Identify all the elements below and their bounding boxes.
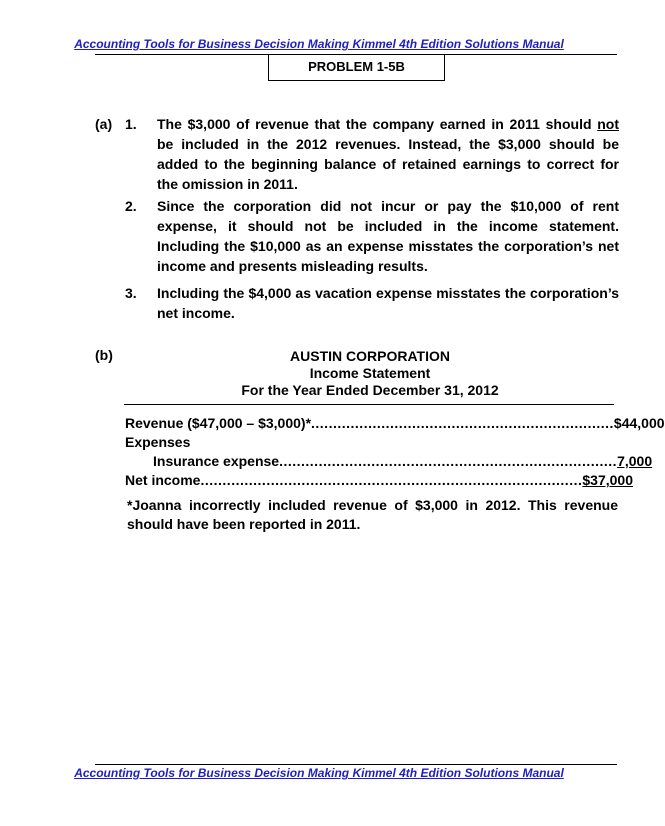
row-net-income: Net income ....................................................................................... $37,000 <box>125 472 633 488</box>
part-a-label: (a) <box>95 116 113 132</box>
item-2-text: Since the corporation did not incur or pay the $10,000 of rent expense, it should not be included in the income statement. Including the $10,000 as an expense misstates the corporation’s net income and presents misleading results. <box>157 198 619 274</box>
row-insurance-label: Insurance expense <box>153 453 280 469</box>
row-expenses-label: Expenses <box>125 434 191 450</box>
footer-rule <box>95 764 617 765</box>
row-revenue-label: Revenue ($47,000 – $3,000)* <box>125 415 312 431</box>
item-1-emphasis: not <box>597 116 619 132</box>
row-expenses <box>125 432 612 452</box>
page-header-title: Accounting Tools for Business Decision Making Kimmel 4th Edition Solutions Manual <box>74 37 564 51</box>
item-3-number: 3. <box>125 285 137 301</box>
footnote: *Joanna incorrectly included revenue of $3,000 in 2012. This revenue should have been reported in 2011. <box>127 497 618 532</box>
row-net-income-amount: $37,000 <box>582 472 633 488</box>
item-3-text: Including the $4,000 as vacation expense misstates the corporation’s net income. <box>157 285 619 321</box>
page-footer-title: Accounting Tools for Business Decision Making Kimmel 4th Edition Solutions Manual <box>74 766 564 780</box>
item-1-number: 1. <box>125 116 137 132</box>
row-net-income-label: Net income <box>125 472 201 488</box>
statement-rule <box>124 404 614 405</box>
statement-name: Income Statement <box>309 365 431 381</box>
item-2-number: 2. <box>125 198 137 214</box>
row-insurance-amount: 7,000 <box>617 453 653 469</box>
statement-period: For the Year Ended December 31, 2012 <box>241 382 499 398</box>
row-insurance-expense: Insurance expense ............................................................................. 7,000 <box>153 453 653 469</box>
problem-title: PROBLEM 1-5B <box>268 54 445 81</box>
row-revenue: Revenue ($47,000 – $3,000)* ..................................................................... $44,000 <box>125 415 665 431</box>
row-revenue-amount: $44,000 <box>613 415 665 431</box>
item-1-text: The $3,000 of revenue that the company earned in 2011 should not be included in the 2012 revenues. Instead, the $3,000 should be added to the beginning balance of retained earnings to correct for the omission in 2011. <box>157 116 619 192</box>
company-name: AUSTIN CORPORATION <box>290 348 450 364</box>
part-b-label: (b) <box>95 347 113 363</box>
